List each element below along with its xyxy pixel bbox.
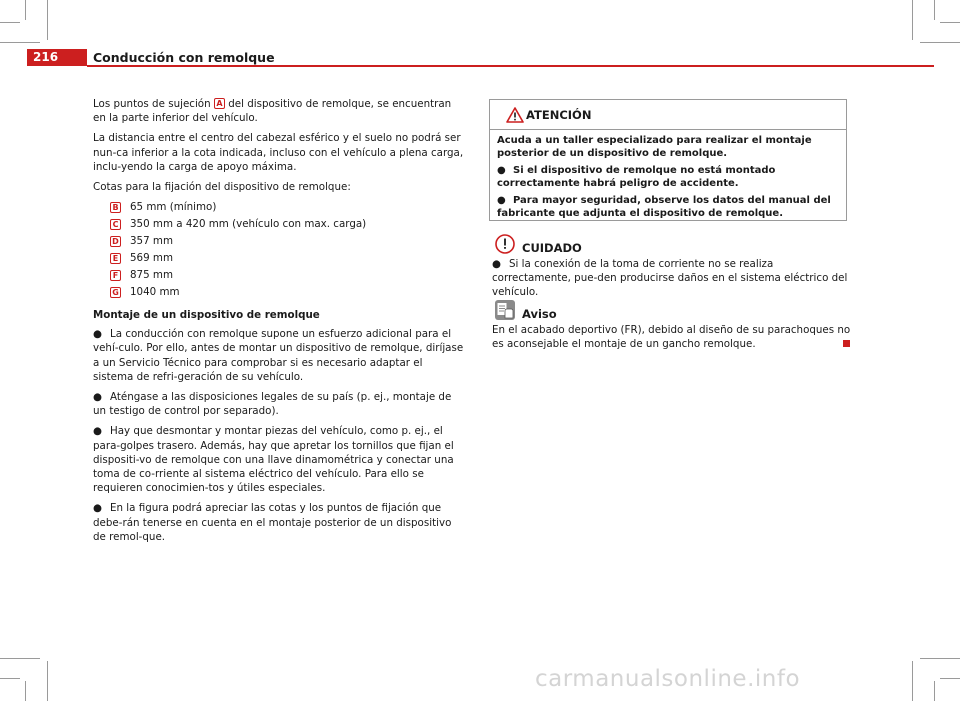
crop-mark [934, 681, 935, 701]
dimension-value: 875 mm [130, 269, 173, 282]
warning-triangle-icon [506, 107, 524, 126]
crop-mark [940, 22, 960, 23]
montaje-bullet [93, 390, 465, 418]
montaje-bullet [93, 424, 465, 495]
aviso-text: En el acabado deportivo (FR), debido al diseño de su parachoques no es aconsejable el montaje de un gancho remolque. [492, 324, 851, 351]
page-title: Conducción con remolque [93, 50, 275, 65]
marker-c: C [110, 219, 121, 230]
crop-mark [0, 42, 40, 43]
crop-mark [0, 22, 20, 23]
bullet-icon: ● [497, 195, 506, 206]
marker-d: D [110, 236, 121, 247]
cuidado-header [492, 233, 852, 257]
bullet-icon: ● [93, 425, 102, 438]
dimension-item [93, 234, 465, 251]
left-column [93, 97, 465, 550]
marker-a: A [214, 98, 225, 109]
bullet-text: Aténgase a las disposiciones legales de su país (p. ej., montaje de un testigo de control por separado). [93, 391, 452, 418]
atencion-bullet [497, 164, 839, 190]
dimension-item [93, 251, 465, 268]
marker-f: F [110, 270, 121, 281]
crop-mark [940, 678, 960, 679]
dimension-item [93, 285, 465, 302]
watermark-text: carmanualsonline.info [535, 666, 801, 692]
crop-mark [25, 681, 26, 701]
marker-b: B [110, 202, 121, 213]
cuidado-note [492, 233, 852, 300]
note-hand-icon [494, 299, 516, 324]
crop-mark [25, 0, 26, 20]
bullet-icon: ● [492, 258, 501, 270]
bullet-text: Hay que desmontar y montar piezas del vehículo, como p. ej., el para-golpes trasero. Además, hay que apretar los tornillos que fijan el dispositi-vo de remolque con una llave dinamométrica y conectar una toma de co-rriente al sistema eléctrico del vehículo. Para ello se requieren conocimien-tos y útiles especiales. [93, 425, 454, 495]
intro-text: Los puntos de sujeción [93, 98, 211, 110]
bullet-icon: ● [93, 391, 102, 404]
aviso-header [492, 299, 852, 323]
dimension-value: 65 mm (mínimo) [130, 201, 217, 214]
intro-paragraph [93, 97, 465, 125]
crop-mark [47, 661, 48, 701]
montaje-heading: Montaje de un dispositivo de remolque [93, 309, 320, 322]
page-number: 216 [33, 50, 59, 64]
intro-text-cont: del dispositivo de remolque, se encuentran en la parte inferior del vehículo. [93, 98, 452, 125]
dimension-value: 350 mm a 420 mm (vehículo con max. carga) [130, 218, 367, 231]
section-end-marker [843, 340, 850, 347]
dimension-list [93, 200, 465, 302]
cuidado-text [492, 257, 852, 300]
cotas-intro: Cotas para la fijación del dispositivo de remolque: [93, 181, 351, 194]
bullet-text: Si la conexión de la toma de corriente no se realiza correctamente, pue-den producirse daños en el sistema eléctrico del vehículo. [492, 258, 848, 299]
bullet-icon: ● [497, 165, 506, 176]
crop-mark [47, 0, 48, 40]
aviso-title: Aviso [522, 307, 557, 321]
marker-e: E [110, 253, 121, 264]
crop-mark [934, 0, 935, 20]
dimension-value: 357 mm [130, 235, 173, 248]
bullet-text: Para mayor seguridad, observe los datos del manual del fabricante que adjunta el dispositivo de remolque. [497, 195, 831, 219]
montaje-bullet [93, 501, 465, 544]
crop-mark [912, 661, 913, 701]
bullet-text: La conducción con remolque supone un esfuerzo adicional para el vehí-culo. Por ello, antes de montar un dispositivo de remolque, diríjase a un Servicio Técnico para comprobar si es necesario adaptar el sistema de refri-geración de su vehículo. [93, 328, 464, 383]
montaje-bullet [93, 327, 465, 384]
atencion-lead: Acuda a un taller especializado para realizar el montaje posterior de un dispositivo de remolque. [497, 135, 812, 159]
bullet-text: En la figura podrá apreciar las cotas y los puntos de fijación que debe-rán tenerse en cuenta en el montaje posterior de un dispositivo de remol-que. [93, 502, 452, 543]
bullet-icon: ● [93, 328, 102, 341]
crop-mark [0, 678, 20, 679]
dimension-item [93, 200, 465, 217]
atencion-title: ATENCIÓN [526, 108, 592, 122]
crop-mark [920, 42, 960, 43]
caution-circle-icon [494, 233, 516, 258]
dimension-value: 569 mm [130, 252, 173, 265]
dimension-item [93, 268, 465, 285]
atencion-box [489, 99, 847, 221]
bullet-icon: ● [93, 502, 102, 515]
marker-g: G [110, 287, 121, 298]
crop-mark [920, 658, 960, 659]
bullet-text: Si el dispositivo de remolque no está montado correctamente habrá peligro de accidente. [497, 165, 776, 189]
atencion-header [490, 100, 846, 130]
distance-paragraph: La distancia entre el centro del cabezal esférico y el suelo no podrá ser nun-ca inferior a la cota indicada, incluso con el vehículo a plena carga, inclu-yendo la carga de apoyo máxima. [93, 132, 464, 173]
dimension-item [93, 217, 465, 234]
dimension-value: 1040 mm [130, 286, 180, 299]
crop-mark [912, 0, 913, 40]
crop-mark [0, 658, 40, 659]
atencion-bullet [497, 194, 839, 220]
cuidado-title: CUIDADO [522, 241, 582, 255]
atencion-body [490, 130, 846, 220]
header-rule [87, 65, 934, 67]
aviso-note [492, 299, 852, 351]
